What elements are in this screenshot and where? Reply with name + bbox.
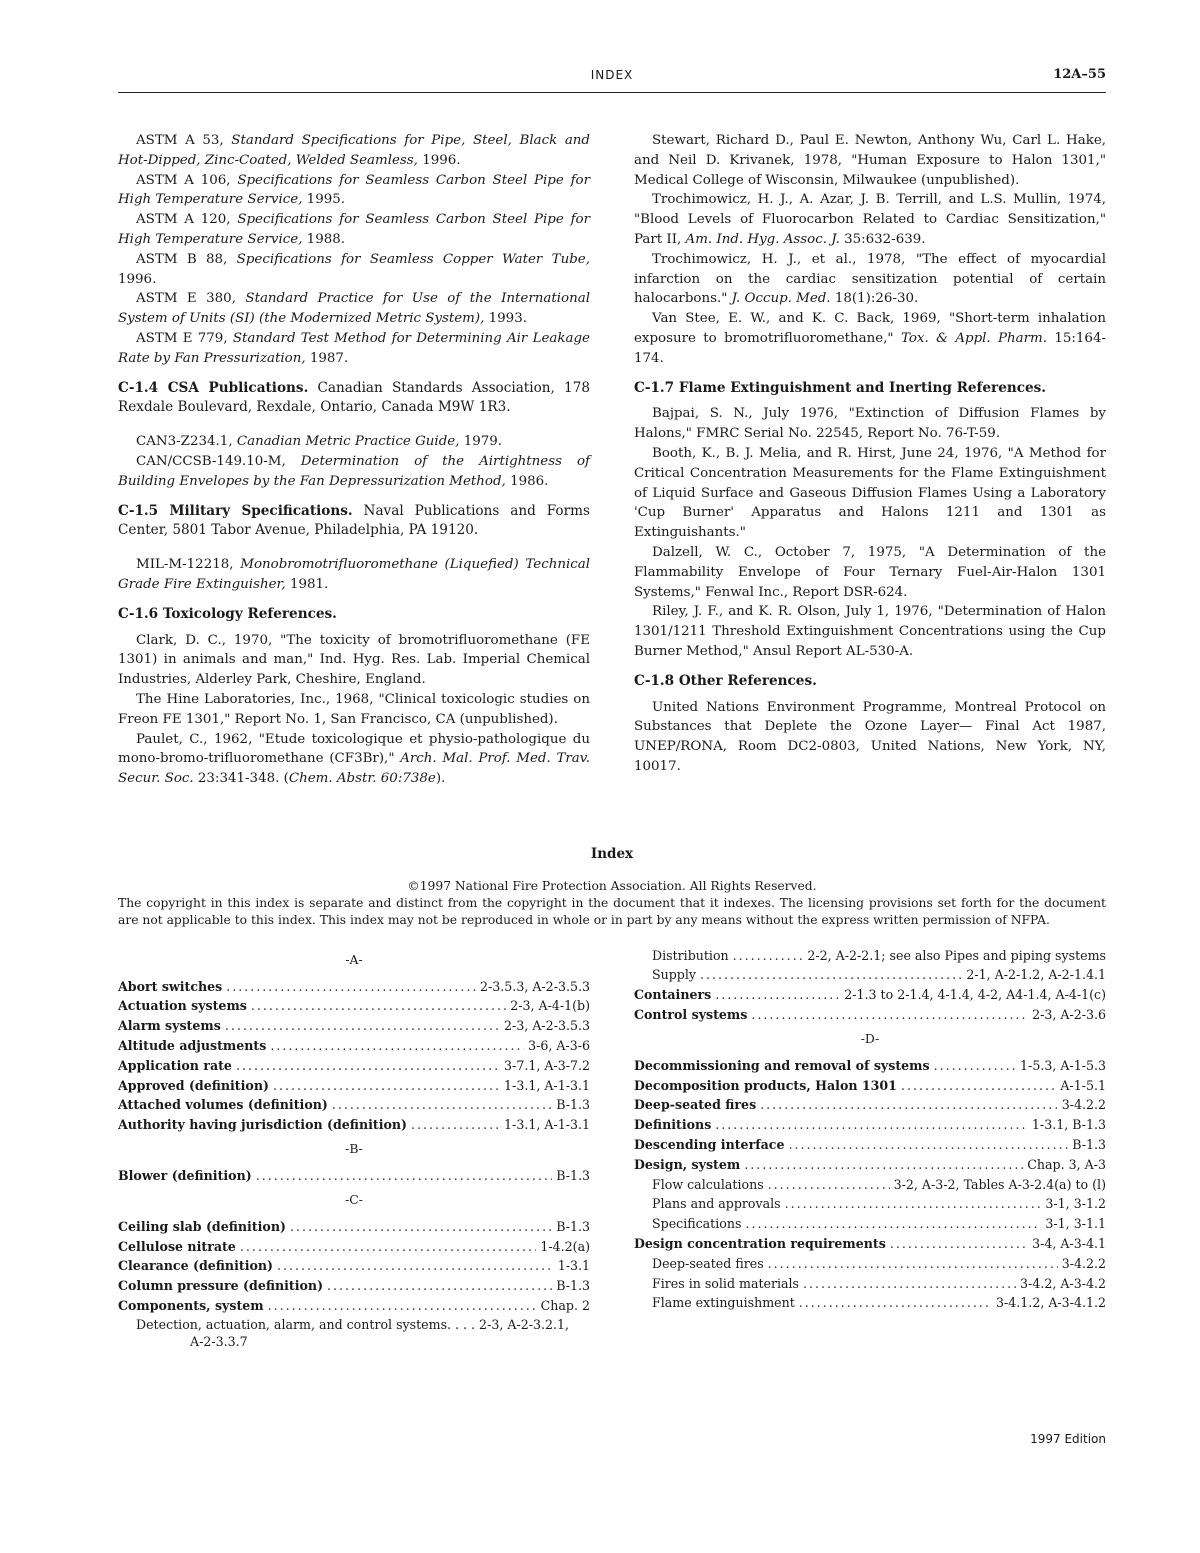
wrap-line-1: Detection, actuation, alarm, and control systems. . . . 2-3, A-2-3.2.1, bbox=[136, 1316, 570, 1332]
index-right-column bbox=[634, 946, 1106, 1350]
reference-entry bbox=[118, 210, 590, 250]
index-term: Attached volumes (definition) bbox=[118, 1097, 328, 1113]
copyright-line: ©1997 National Fire Protection Association. All Rights Reserved. bbox=[407, 879, 817, 893]
leader-dots bbox=[768, 1175, 890, 1195]
index-locator: 2-3.5.3, A-2-3.5.3 bbox=[480, 978, 590, 994]
reference-title: Standard Practice for Use of the International System of Units (SI) (the Modernized Metric System), bbox=[118, 291, 590, 327]
index-entry bbox=[634, 1076, 1106, 1096]
index-term: Approved (definition) bbox=[118, 1077, 269, 1093]
index-locator: 2-3, A-4-1(b) bbox=[510, 998, 590, 1014]
index-term: Clearance (definition) bbox=[118, 1258, 273, 1274]
index-subentry bbox=[634, 1214, 1106, 1234]
index-group-b bbox=[118, 1166, 590, 1186]
index-entry bbox=[118, 1016, 590, 1036]
reference-text: ASTM E 779, bbox=[136, 330, 233, 346]
section-c18 bbox=[634, 672, 1106, 692]
index-term: Descending interface bbox=[634, 1136, 785, 1152]
section-c16 bbox=[118, 605, 590, 625]
index-term: Containers bbox=[634, 987, 712, 1003]
index-locator: A-1-5.1 bbox=[1060, 1077, 1106, 1093]
reference-text: The Hine Laboratories, Inc., 1968, "Clinical toxicologic studies on Freon FE 1301," Report No. 1, San Francisco, CA (unpublished). bbox=[118, 691, 590, 727]
index-term: Decomposition products, Halon 1301 bbox=[634, 1077, 897, 1093]
letter-heading-c: -C- bbox=[345, 1191, 363, 1207]
leader-dots bbox=[273, 1076, 500, 1096]
flame-references bbox=[634, 404, 1106, 661]
section-heading: C-1.7 Flame Extinguishment and Inerting References. bbox=[634, 379, 1047, 396]
reference-text: Trochimowicz, H. J., A. Azar, J. B. Terrill, and L.S. Mullin, 1974, "Blood Levels of Fluorocarbon Related to Cardiac Sensitization," Part II, bbox=[634, 192, 1106, 247]
left-column bbox=[118, 131, 590, 789]
reference-text: United Nations Environment Programme, Montreal Protocol on Substances that Deplete the Ozone Layer— Final Act 1987, UNEP/RONA, Room DC2-0803, United Nations, New York, NY, 10017. bbox=[634, 699, 1106, 774]
index-locator: 2-3, A-2-3.6 bbox=[1032, 1007, 1106, 1022]
reference-text: Bajpai, S. N., July 1976, "Extinction of Diffusion Flames by Halons," FMRC Serial No. 22545, Report No. 76-T-59. bbox=[634, 406, 1106, 442]
reference-title: Specifications for Seamless Copper Water Tube, bbox=[236, 251, 590, 267]
index-term: Design concentration requirements bbox=[634, 1235, 886, 1251]
section-c17 bbox=[634, 379, 1106, 399]
index-locator: B-1.3 bbox=[556, 1218, 590, 1234]
index-group-a bbox=[118, 977, 590, 1135]
leader-dots bbox=[751, 1005, 1028, 1025]
reference-text: 1979. bbox=[459, 434, 503, 450]
index-term: Cellulose nitrate bbox=[118, 1238, 236, 1254]
leader-dots bbox=[768, 1254, 1058, 1274]
reference-text: Van Stee, E. W., and K. C. Back, 1969, "Short-term inhalation exposure to bromotrifluoromethane," bbox=[634, 311, 1106, 346]
reference-entry bbox=[118, 555, 590, 595]
page-number: 12A–55 bbox=[1053, 67, 1106, 82]
index-term: Blower (definition) bbox=[118, 1167, 252, 1183]
reference-title: Standard Specifications for Pipe, Steel, Black and Hot-Dipped, Zinc-Coated, Welded Seamless, bbox=[118, 133, 590, 168]
index-locator: 2-1.3 to 2-1.4, 4-1.4, 4-2, A4-1.4, A-4-1(c) bbox=[844, 987, 1106, 1003]
index-entry bbox=[118, 1056, 590, 1076]
toxicology-references bbox=[118, 631, 590, 789]
military-references bbox=[118, 555, 590, 595]
index-locator: 1-4.2(a) bbox=[540, 1238, 590, 1254]
index-entry bbox=[634, 1095, 1106, 1115]
index-term: Plans and approvals bbox=[652, 1196, 781, 1212]
leader-dots bbox=[327, 1276, 552, 1296]
index-term: Distribution bbox=[652, 947, 729, 963]
leader-dots bbox=[788, 1135, 1068, 1155]
index-term: Authority having jurisdiction (definition) bbox=[118, 1117, 408, 1133]
leader-dots bbox=[700, 965, 962, 985]
reference-entry bbox=[118, 171, 590, 211]
leader-dots bbox=[715, 1115, 1028, 1135]
index-term: Application rate bbox=[118, 1057, 232, 1073]
index-columns bbox=[118, 946, 1106, 1350]
running-title: INDEX bbox=[590, 68, 634, 82]
leader-dots bbox=[799, 1293, 992, 1313]
index-locator: 3-1, 3-1.2 bbox=[1045, 1196, 1106, 1212]
reference-entry bbox=[634, 602, 1106, 661]
index-term: Abort switches bbox=[118, 978, 223, 994]
index-locator: 3-4.2.2 bbox=[1061, 1097, 1106, 1113]
index-entry bbox=[634, 1115, 1106, 1135]
index-entry bbox=[634, 985, 1106, 1005]
reference-entry bbox=[118, 250, 590, 290]
leader-dots bbox=[715, 985, 840, 1005]
reference-title: Determination of the Airtightness of Building Envelopes by the Fan Depressurization Method, bbox=[118, 453, 591, 489]
index-term: Ceiling slab (definition) bbox=[118, 1218, 286, 1234]
index-term: Deep-seated fires bbox=[652, 1255, 764, 1271]
reference-entry bbox=[634, 250, 1106, 309]
reference-entry bbox=[118, 289, 590, 329]
leader-dots bbox=[744, 1155, 1023, 1175]
index-entry bbox=[118, 1217, 590, 1237]
reference-title: J. Occup. Med. bbox=[731, 291, 831, 307]
index-entry bbox=[634, 1005, 1106, 1025]
index-locator: 3-1, 3-1.1 bbox=[1045, 1216, 1106, 1232]
reference-title: Specifications for Seamless Carbon Steel Pipe for High Temperature Service, bbox=[118, 172, 590, 208]
index-group-c-cont bbox=[634, 946, 1106, 1025]
index-locator: 1-3.1 bbox=[557, 1258, 590, 1274]
index-section bbox=[118, 846, 1106, 1350]
section-heading: C-1.4 CSA Publications. bbox=[118, 379, 309, 396]
reference-text: 1996. bbox=[118, 271, 157, 287]
reference-entry bbox=[634, 444, 1106, 543]
index-term: Specifications bbox=[652, 1216, 742, 1232]
reference-entry bbox=[634, 309, 1106, 368]
index-subentry bbox=[634, 1293, 1106, 1313]
reference-text: ASTM A 53, bbox=[136, 133, 232, 148]
leader-dots bbox=[890, 1234, 1028, 1254]
index-entry bbox=[118, 1076, 590, 1096]
index-locator: 3-7.1, A-3-7.2 bbox=[504, 1057, 590, 1073]
leader-dots bbox=[268, 1296, 537, 1316]
index-term: Flame extinguishment bbox=[652, 1295, 795, 1311]
leader-dots bbox=[411, 1115, 500, 1135]
reference-text: 1986. bbox=[505, 473, 549, 489]
index-subentry bbox=[634, 1254, 1106, 1274]
index-locator: Chap. 3, A-3 bbox=[1027, 1156, 1106, 1172]
index-locator: B-1.3 bbox=[1072, 1136, 1106, 1152]
reference-text: 1987. bbox=[305, 350, 349, 366]
reference-text: ASTM A 120, bbox=[136, 212, 238, 228]
index-term: Actuation systems bbox=[118, 998, 247, 1014]
reference-title: Standard Test Method for Determining Air Leakage Rate by Fan Pressurization, bbox=[118, 330, 590, 366]
index-term: Decommissioning and removal of systems bbox=[634, 1057, 930, 1073]
page-header bbox=[118, 60, 1106, 93]
reference-text: ASTM A 106, bbox=[136, 172, 238, 188]
index-subentry bbox=[634, 1274, 1106, 1294]
index-entry bbox=[118, 996, 590, 1016]
index-locator: B-1.3 bbox=[556, 1278, 590, 1294]
index-locator: 2-2, A-2-2.1; see also Pipes and piping systems bbox=[807, 947, 1106, 963]
reference-text: Booth, K., B. J. Melia, and R. Hirst, June 24, 1976, "A Method for Critical Concentration Measurements for the Flame Extinguishment of Liquid Surface and Gaseous Diffusion Flames Using a Laboratory 'Cup Burner' Apparatus and Halons 1211 and 1301 as Extinguishants." bbox=[634, 445, 1106, 541]
reference-text: Dalzell, W. C., October 7, 1975, "A Determination of the Flammability Envelope of Four Ternary Fuel-Air-Halon 1301 Systems," Fenwal Inc., Report DSR-624. bbox=[634, 544, 1106, 600]
index-left-column bbox=[118, 946, 590, 1350]
reference-entry bbox=[634, 404, 1106, 444]
index-subentry bbox=[634, 965, 1106, 985]
index-entry bbox=[634, 1155, 1106, 1175]
reference-text: 1988. bbox=[302, 231, 346, 247]
leader-dots bbox=[934, 1056, 1016, 1076]
index-entry bbox=[118, 1095, 590, 1115]
reference-entry bbox=[118, 131, 590, 171]
reference-title: Am. Ind. Hyg. Assoc. J. bbox=[685, 231, 840, 247]
index-locator: 3-4.2, A-3-4.2 bbox=[1020, 1275, 1106, 1291]
reference-text: 18(1):26-30. bbox=[830, 291, 919, 307]
leader-dots bbox=[901, 1076, 1056, 1096]
leader-dots bbox=[251, 996, 506, 1016]
other-references bbox=[634, 698, 1106, 777]
index-term: Fires in solid materials bbox=[652, 1275, 800, 1291]
index-subentry bbox=[634, 946, 1106, 966]
reference-text: 1995. bbox=[302, 192, 346, 208]
index-entry bbox=[118, 977, 590, 997]
reference-entry bbox=[634, 698, 1106, 777]
section-heading: C-1.6 Toxicology References. bbox=[118, 605, 337, 622]
index-entry bbox=[634, 1056, 1106, 1076]
reference-entry bbox=[634, 190, 1106, 249]
index-term: Alarm systems bbox=[118, 1018, 221, 1034]
reference-entry bbox=[634, 543, 1106, 602]
index-term: Column pressure (definition) bbox=[118, 1278, 324, 1294]
leader-dots bbox=[733, 946, 804, 966]
section-text: Naval Publications and Forms Center, 5801 Tabor Avenue, Philadelphia, PA 19120. bbox=[118, 502, 590, 539]
reference-text: ASTM E 380, bbox=[136, 291, 246, 307]
index-entry bbox=[118, 1115, 590, 1135]
index-entry bbox=[118, 1276, 590, 1296]
letter-heading-d: -D- bbox=[860, 1030, 880, 1046]
leader-dots bbox=[803, 1274, 1016, 1294]
reference-title: Arch. Mal. Prof. Med. Trav. Secur. Soc. bbox=[118, 751, 590, 787]
reference-text: 1993. bbox=[484, 311, 527, 327]
leader-dots bbox=[760, 1095, 1058, 1115]
reference-text: CAN3-Z234.1, bbox=[136, 434, 237, 450]
reference-text: Trochimowicz, H. J., et al., 1978, "The effect of myocardial infarction on the cardiac sensitization potential of certain halocarbons." bbox=[634, 251, 1106, 307]
astm-references bbox=[118, 131, 590, 369]
right-column bbox=[634, 131, 1106, 789]
index-entry bbox=[634, 1234, 1106, 1254]
index-entry bbox=[118, 1166, 590, 1186]
reference-text: Riley, J. F., and K. R. Olson, July 1, 1976, "Determination of Halon 1301/1211 Threshold Extinguishment Concentrations using the Cup Burner Method," Ansul Report AL-530-A. bbox=[634, 604, 1106, 659]
leader-dots bbox=[236, 1056, 500, 1076]
reference-text: 15:164-174. bbox=[634, 330, 1106, 366]
leader-dots bbox=[745, 1214, 1041, 1234]
reference-text: 35:632-639. bbox=[839, 231, 926, 247]
reference-text: CAN/CCSB-149.10-M, bbox=[136, 453, 301, 469]
reference-text: 1981. bbox=[285, 576, 329, 592]
index-term: Supply bbox=[652, 967, 697, 983]
section-c14 bbox=[118, 379, 590, 419]
index-locator: 1-3.1, A-1-3.1 bbox=[504, 1117, 590, 1133]
index-subentry bbox=[634, 1194, 1106, 1214]
leader-dots bbox=[226, 977, 476, 997]
reference-text: Stewart, Richard D., Paul E. Newton, Anthony Wu, Carl L. Hake, and Neil D. Krivanek, 1978, "Human Exposure to Halon 1301," Medical College of Wisconsin, Milwaukee (unpublished). bbox=[634, 133, 1106, 188]
leader-dots bbox=[785, 1194, 1042, 1214]
index-term: Design, system bbox=[634, 1156, 741, 1172]
index-entry bbox=[118, 1296, 590, 1316]
copyright-note: The copyright in this index is separate and distinct from the copyright in the document that it indexes. The licensing provisions set forth for the document are not applicable to this index. This index may not be reproduced in whole or in part by any means without the express written permission of NFPA. bbox=[118, 896, 1106, 928]
reference-text: Paulet, C., 1962, "Etude toxicologique et physio-pathologique du mono-bromo-trifluoromethane (CF3Br)," bbox=[118, 731, 590, 767]
reference-columns bbox=[118, 131, 1106, 789]
reference-entry bbox=[118, 690, 590, 730]
index-locator: 3-2, A-3-2, Tables A-3-2.4(a) to (l) bbox=[893, 1176, 1106, 1192]
reference-title: Chem. Abstr. 60:738e bbox=[288, 771, 436, 787]
reference-text: ASTM B 88, bbox=[136, 251, 237, 267]
index-group-d bbox=[634, 1056, 1106, 1313]
index-subentry-wrapped bbox=[118, 1316, 590, 1350]
leader-dots bbox=[277, 1256, 554, 1276]
leader-dots bbox=[270, 1036, 524, 1056]
index-locator: 2-3, A-2-3.5.3 bbox=[504, 1018, 590, 1034]
reference-text: MIL-M-12218, bbox=[136, 557, 241, 573]
reference-text: Clark, D. C., 1970, "The toxicity of bromotrifluoromethane (FE 1301) in animals and man," Ind. Hyg. Res. Lab. Imperial Chemical Industries, Alderley Park, Cheshire, England. bbox=[118, 632, 590, 688]
index-locator: 1-5.3, A-1-5.3 bbox=[1020, 1057, 1106, 1073]
index-group-c bbox=[118, 1217, 590, 1316]
index-locator: B-1.3 bbox=[556, 1167, 590, 1183]
section-heading: C-1.8 Other References. bbox=[634, 672, 817, 689]
reference-title: Tox. & Appl. Pharm. bbox=[900, 330, 1048, 346]
index-locator: Chap. 2 bbox=[540, 1297, 590, 1313]
index-entry bbox=[118, 1036, 590, 1056]
reference-title: Specifications for Seamless Carbon Steel Pipe for High Temperature Service, bbox=[118, 212, 590, 247]
index-locator: 3-4, A-3-4.1 bbox=[1032, 1235, 1106, 1251]
index-subentry bbox=[634, 1175, 1106, 1195]
index-locator: 3-4.2.2 bbox=[1061, 1255, 1106, 1271]
reference-entry bbox=[118, 329, 590, 369]
reference-text: ). bbox=[435, 771, 446, 787]
index-entry bbox=[118, 1256, 590, 1276]
index-term: Definitions bbox=[634, 1117, 712, 1133]
leader-dots bbox=[290, 1217, 552, 1237]
index-locator: 3-6, A-3-6 bbox=[528, 1038, 590, 1053]
reference-entry bbox=[118, 730, 590, 789]
section-c15 bbox=[118, 502, 590, 542]
page bbox=[118, 60, 1106, 789]
index-term: Deep-seated fires bbox=[634, 1097, 757, 1113]
index-term: Altitude adjustments bbox=[118, 1038, 267, 1053]
index-locator: 2-1, A-2-1.2, A-2-1.4.1 bbox=[966, 967, 1106, 983]
reference-entry bbox=[634, 131, 1106, 190]
index-locator: 1-3.1, A-1-3.1 bbox=[504, 1077, 590, 1093]
index-entry bbox=[634, 1135, 1106, 1155]
reference-entry bbox=[118, 452, 590, 492]
edition-footer: 1997 Edition bbox=[1030, 1432, 1106, 1446]
leader-dots bbox=[225, 1016, 500, 1036]
index-locator: B-1.3 bbox=[556, 1097, 590, 1113]
index-term: Components, system bbox=[118, 1297, 264, 1313]
csa-references bbox=[118, 432, 590, 491]
index-locator: 1-3.1, B-1.3 bbox=[1031, 1117, 1106, 1133]
reference-text: 1996. bbox=[417, 152, 461, 168]
reference-title: Canadian Metric Practice Guide, bbox=[236, 434, 460, 450]
letter-heading-b: -B- bbox=[345, 1140, 363, 1156]
wrap-line-2: A-2-3.3.7 bbox=[190, 1333, 248, 1349]
reference-entry bbox=[118, 631, 590, 690]
index-term: Control systems bbox=[634, 1007, 748, 1022]
reference-entry bbox=[118, 432, 590, 452]
index-term: Flow calculations bbox=[652, 1176, 764, 1192]
leader-dots bbox=[256, 1166, 553, 1186]
toxicology-references-cont bbox=[634, 131, 1106, 369]
index-title: Index bbox=[590, 846, 634, 862]
index-entry bbox=[118, 1237, 590, 1257]
section-heading: C-1.5 Military Specifications. bbox=[118, 502, 353, 519]
leader-dots bbox=[332, 1095, 552, 1115]
index-locator: 3-4.1.2, A-3-4.1.2 bbox=[996, 1295, 1106, 1311]
reference-text: 23:341-348. ( bbox=[193, 771, 289, 787]
section-text: Canadian Standards Association, 178 Rexdale Boulevard, Rexdale, Ontario, Canada M9W 1R3. bbox=[118, 379, 591, 416]
leader-dots bbox=[240, 1237, 537, 1257]
letter-heading-a: -A- bbox=[345, 951, 363, 967]
reference-title: Monobromotrifluoromethane (Liquefied) Technical Grade Fire Extinguisher, bbox=[118, 557, 591, 592]
